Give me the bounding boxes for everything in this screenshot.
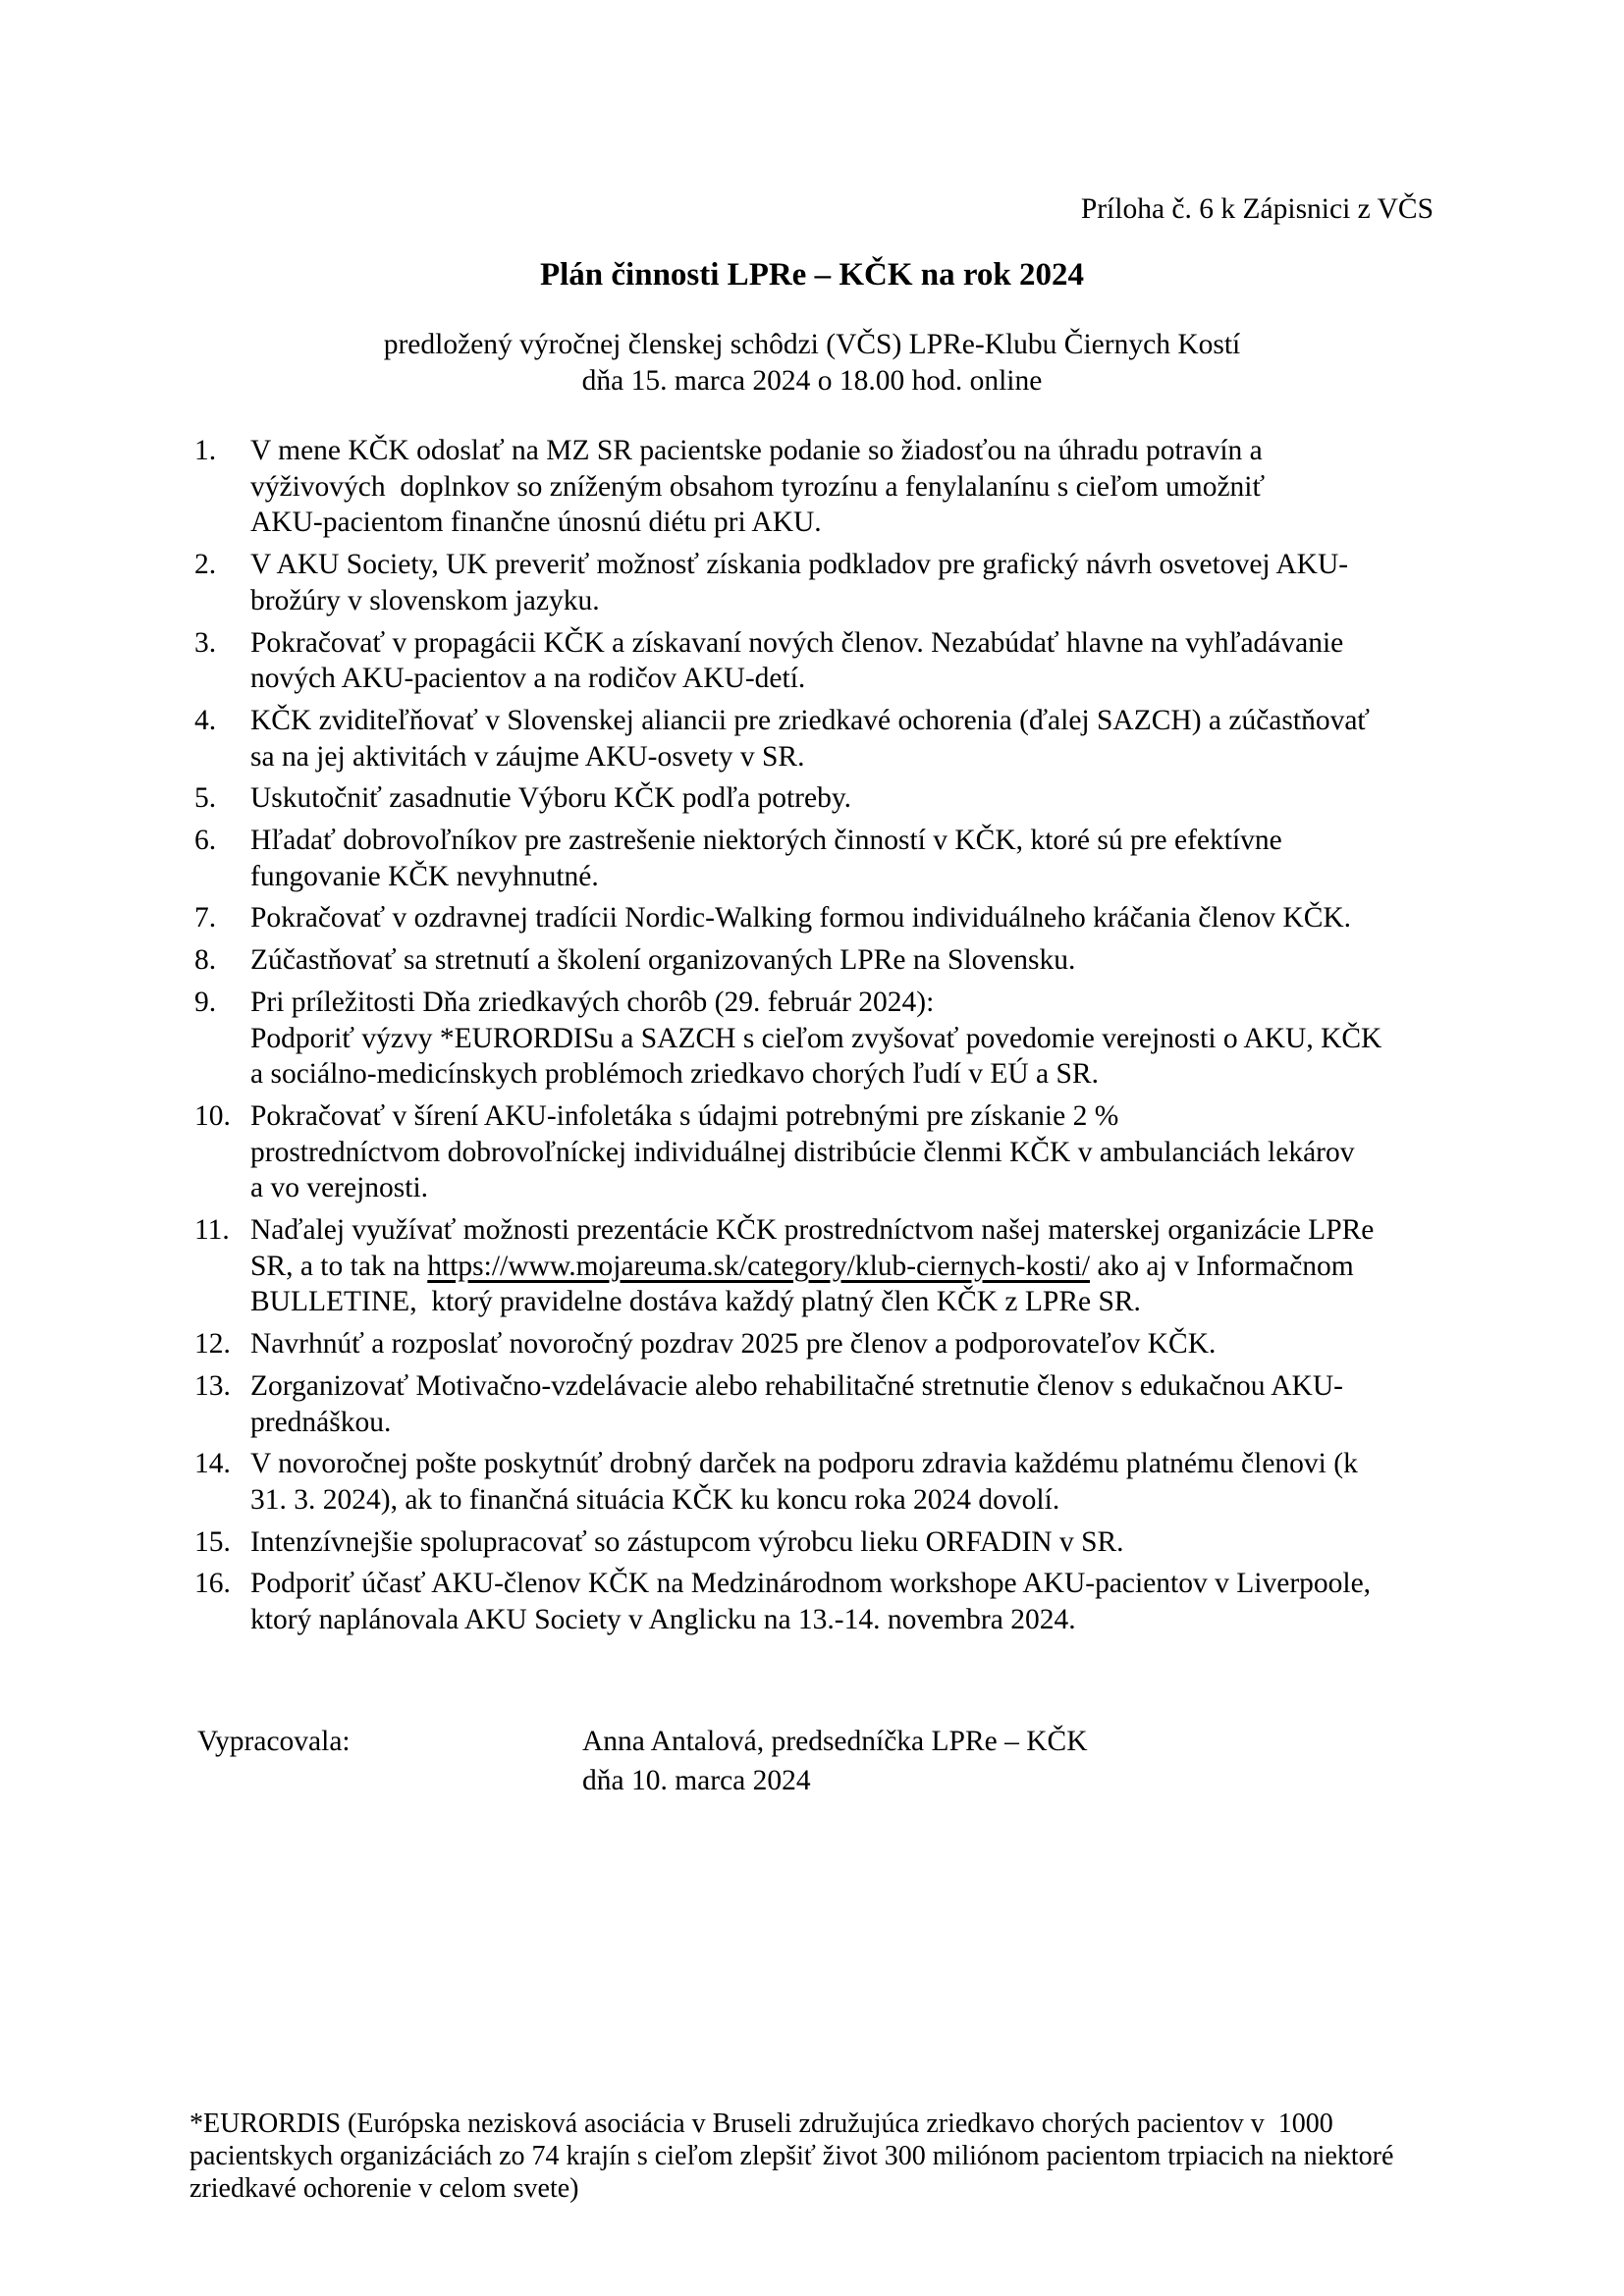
list-item-number: 12. xyxy=(194,1328,231,1361)
footnote-line: *EURORDIS (Európska nezisková asociácia v Bruseli združujúca zriedkavo chorých pacientov v 1000 xyxy=(189,2109,1333,2139)
list-item xyxy=(194,625,1488,697)
list-item-line: a vo verejnosti. xyxy=(250,1172,429,1204)
signature-date: dňa 10. marca 2024 xyxy=(582,1765,811,1796)
list-item-line: Podporiť účasť AKU-členov KČK na Medzinárodnom workshope AKU-pacientov v Liverpoole, xyxy=(250,1568,1372,1600)
list-item-number: 15. xyxy=(194,1525,231,1558)
list-item xyxy=(194,1368,1488,1440)
list-item-line xyxy=(250,1249,1488,1285)
page-title: Plán činnosti LPRe – KČK na rok 2024 xyxy=(539,257,1085,293)
list-item-line: nových AKU-pacientov a na rodičov AKU-detí. xyxy=(250,663,806,695)
list-item-line: V AKU Society, UK preveriť možnosť získania podkladov pre grafický návrh osvetovej AKU- xyxy=(250,549,1349,581)
list-item xyxy=(194,1566,1488,1637)
list-item-number: 10. xyxy=(194,1099,231,1132)
list-item-line: prednáškou. xyxy=(250,1406,392,1438)
list-item-number: 11. xyxy=(194,1214,230,1247)
list-item xyxy=(194,703,1488,774)
signature-details xyxy=(582,1722,1466,1800)
list-item-line: Pri príležitosti Dňa zriedkavých chorôb (29. február 2024): xyxy=(250,986,935,1018)
list-item-line: a sociálno-medicínskych problémoch zriedkavo chorých ľudí v EÚ a SR. xyxy=(250,1058,1099,1091)
list-item-line: sa na jej aktivitách v záujme AKU-osvety v SR. xyxy=(250,740,805,773)
footnote xyxy=(189,2108,1393,2205)
list-item xyxy=(194,942,1488,979)
list-item-line: Uskutočniť zasadnutie Výboru KČK podľa potreby. xyxy=(250,782,852,815)
list-item-line: Zúčastňovať sa stretnutí a školení organizovaných LPRe na Slovensku. xyxy=(250,944,1076,977)
list-item-line: V novoročnej pošte poskytnúť drobný darček na podporu zdravia každému platnému členovi (k xyxy=(250,1448,1358,1480)
list-item-line: AKU-pacientom finančne únosnú diétu pri AKU. xyxy=(250,507,822,539)
list-item-line: Zorganizovať Motivačno-vzdelávacie alebo rehabilitačné stretnutie členov s edukačnou AKU- xyxy=(250,1369,1343,1402)
list-item-line: Podporiť výzvy *EURORDISu a SAZCH s cieľom zvyšovať povedomie verejnosti o AKU, KČK xyxy=(250,1022,1382,1054)
list-item-line: Naďalej využívať možnosti prezentácie KČK prostredníctvom našej materskej organizácie LPRe xyxy=(250,1214,1375,1247)
list-item-line: KČK zviditeľňovať v Slovenskej aliancii pre zriedkavé ochorenia (ďalej SAZCH) a zúčastňovať xyxy=(250,704,1371,736)
list-item-number: 4. xyxy=(194,704,217,736)
list-item xyxy=(194,780,1488,817)
list-item xyxy=(194,823,1488,894)
footnote-line: zriedkavé ochorenie v celom svete) xyxy=(189,2173,579,2204)
plan-list xyxy=(194,433,1488,1644)
text-segment: SR, a to tak na xyxy=(250,1250,428,1282)
list-item-line: Pokračovať v šírení AKU-infoletáka s údajmi potrebnými pre získanie 2 % xyxy=(250,1099,1119,1132)
footnote-line: pacientskych organizáciách zo 74 krajín s cieľom zlepšiť život 300 miliónom pacientom trpiacich na niektoré xyxy=(189,2141,1394,2171)
list-item-number: 1. xyxy=(194,435,217,466)
attachment-note: Príloha č. 6 k Zápisnici z VČS xyxy=(1080,193,1434,225)
subtitle-line-1: predložený výročnej členskej schôdzi (VČS) LPRe-Klubu Čiernych Kostí xyxy=(383,329,1241,360)
list-item-number: 7. xyxy=(194,902,217,934)
list-item-line: Intenzívnejšie spolupracovať so zástupcom výrobcu lieku ORFADIN v SR. xyxy=(250,1525,1124,1558)
list-item-number: 8. xyxy=(194,944,217,977)
list-item-line: V mene KČK odoslať na MZ SR pacientske podanie so žiadosťou na úhradu potravín a xyxy=(250,435,1263,466)
list-item xyxy=(194,900,1488,936)
page-subtitle xyxy=(0,327,1624,399)
list-item-line: Pokračovať v propagácii KČK a získavaní nových členov. Nezabúdať hlavne na vyhľadávanie xyxy=(250,626,1344,659)
list-item-line: Pokračovať v ozdravnej tradícii Nordic-Walking formou individuálneho kráčania členov KČK. xyxy=(250,902,1352,934)
list-item-number: 2. xyxy=(194,549,217,581)
list-item-line: 31. 3. 2024), ak to finančná situácia KČK ku koncu roka 2024 dovolí. xyxy=(250,1483,1060,1516)
list-item xyxy=(194,985,1488,1093)
list-item-line: ktorý naplánovala AKU Society v Anglicku na 13.-14. novembra 2024. xyxy=(250,1604,1076,1636)
list-item-number: 3. xyxy=(194,626,217,659)
list-item-line: fungovanie KČK nevyhnutné. xyxy=(250,860,599,892)
hyperlink[interactable]: https://www.mojareuma.sk/category/klub-ciernych-kosti/ xyxy=(427,1250,1091,1282)
list-item xyxy=(194,1524,1488,1561)
text-segment: ako aj v Informačnom xyxy=(1090,1250,1354,1282)
list-item-line: prostredníctvom dobrovoľníckej individuálnej distribúcie členmi KČK v ambulanciách lekárov xyxy=(250,1136,1355,1168)
signature-label: Vypracovala: xyxy=(197,1726,351,1757)
list-item-line: Hľadať dobrovoľníkov pre zastrešenie niektorých činností v KČK, ktoré sú pre efektívne xyxy=(250,825,1282,857)
list-item xyxy=(194,1326,1488,1362)
list-item-line: brožúry v slovenskom jazyku. xyxy=(250,584,600,616)
signature-name: Anna Antalová, predsedníčka LPRe – KČK xyxy=(582,1726,1088,1757)
list-item xyxy=(194,1098,1488,1206)
list-item-number: 14. xyxy=(194,1448,231,1480)
list-item xyxy=(194,547,1488,618)
list-item-line: BULLETINE, ktorý pravidelne dostáva každý platný člen KČK z LPRe SR. xyxy=(250,1286,1141,1318)
list-item-number: 5. xyxy=(194,782,217,815)
list-item-number: 13. xyxy=(194,1369,231,1402)
list-item xyxy=(194,433,1488,541)
subtitle-line-2: dňa 15. marca 2024 o 18.00 hod. online xyxy=(581,364,1043,397)
list-item xyxy=(194,1212,1488,1320)
list-item xyxy=(194,1446,1488,1518)
list-item-line: Navrhnúť a rozposlať novoročný pozdrav 2025 pre členov a podporovateľov KČK. xyxy=(250,1328,1217,1361)
list-item-number: 6. xyxy=(194,825,217,857)
list-item-number: 16. xyxy=(194,1568,231,1600)
list-item-line: výživových doplnkov so zníženým obsahom tyrozínu a fenylalanínu s cieľom umožniť xyxy=(250,470,1266,503)
list-item-number: 9. xyxy=(194,986,217,1018)
